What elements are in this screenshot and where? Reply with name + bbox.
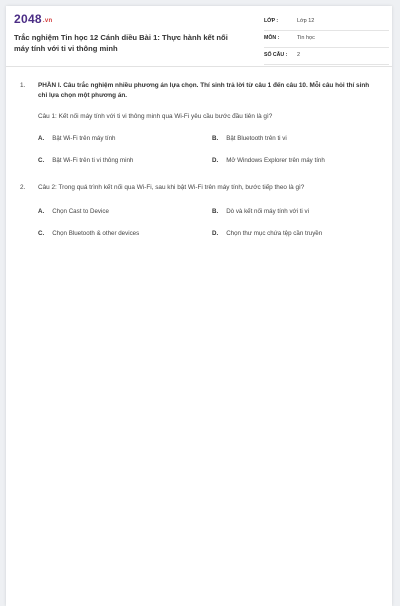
meta-row-class <box>264 15 389 31</box>
question-number: 1. <box>20 82 26 89</box>
option-text: Bật Bluetooth trên ti vi <box>226 135 287 142</box>
meta-value: Lớp 12 <box>297 18 315 24</box>
meta-info-box <box>264 15 389 66</box>
page-header <box>14 12 376 60</box>
document-title: Trắc nghiệm Tin học 12 Cánh diều Bài 1: Thực hành kết nối máy tính với ti vi thông minh <box>14 33 228 53</box>
part-instructions: PHẦN I. Câu trắc nghiệm nhiều phương án lựa chọn. Thí sinh trả lời từ câu 1 đến câu 10. Mỗi câu hỏi thí sinh chỉ lựa chọn một phương án. <box>38 82 370 99</box>
option-text: Bật Wi-Fi trên máy tính <box>52 135 116 142</box>
answer-option-a[interactable] <box>38 207 109 217</box>
meta-row-count <box>264 49 389 65</box>
answer-option-b[interactable] <box>212 134 287 144</box>
meta-value: 2 <box>297 52 301 58</box>
option-letter: D. <box>212 230 219 237</box>
question-number: 2. <box>20 184 26 191</box>
option-text: Bật Wi-Fi trên ti vi thông minh <box>52 157 134 164</box>
answer-option-c[interactable] <box>38 229 139 239</box>
meta-label: LỚP : <box>264 18 279 24</box>
meta-value: Tin học <box>297 35 315 41</box>
question-stem: Câu 2: Trong quá trình kết nối qua Wi-Fi, sau khi bật Wi-Fi trên máy tính, bước tiếp theo là gì? <box>38 184 305 191</box>
header-divider <box>6 66 392 67</box>
meta-row-subject <box>264 32 389 48</box>
option-letter: A. <box>38 208 45 215</box>
question-stem: Câu 1: Kết nối máy tính với ti vi thông minh qua Wi-Fi yêu cầu bước đầu tiên là gì? <box>38 113 273 120</box>
option-text: Chọn Cast to Device <box>52 208 109 215</box>
meta-label: MÔN : <box>264 35 280 41</box>
answer-option-a[interactable] <box>38 134 115 144</box>
option-letter: A. <box>38 135 45 142</box>
option-text: Chọn Bluetooth & other devices <box>52 230 140 237</box>
meta-label: SỐ CÂU : <box>264 52 288 58</box>
option-text: Chọn thư mục chứa tệp cần truyền <box>226 230 323 237</box>
option-letter: C. <box>38 157 45 164</box>
answer-option-d[interactable] <box>212 229 322 239</box>
logo-text: 2048 <box>14 12 42 26</box>
option-text: Mở Windows Explorer trên máy tính <box>226 157 325 164</box>
option-letter: B. <box>212 208 219 215</box>
option-letter: C. <box>38 230 45 237</box>
answer-option-b[interactable] <box>212 207 309 217</box>
answer-option-d[interactable] <box>212 156 325 166</box>
answer-option-c[interactable] <box>38 156 133 166</box>
site-logo[interactable] <box>14 12 52 26</box>
option-text: Dò và kết nối máy tính với ti vi <box>226 208 309 215</box>
option-letter: D. <box>212 157 219 164</box>
option-letter: B. <box>212 135 219 142</box>
logo-suffix: .vn <box>42 18 53 24</box>
